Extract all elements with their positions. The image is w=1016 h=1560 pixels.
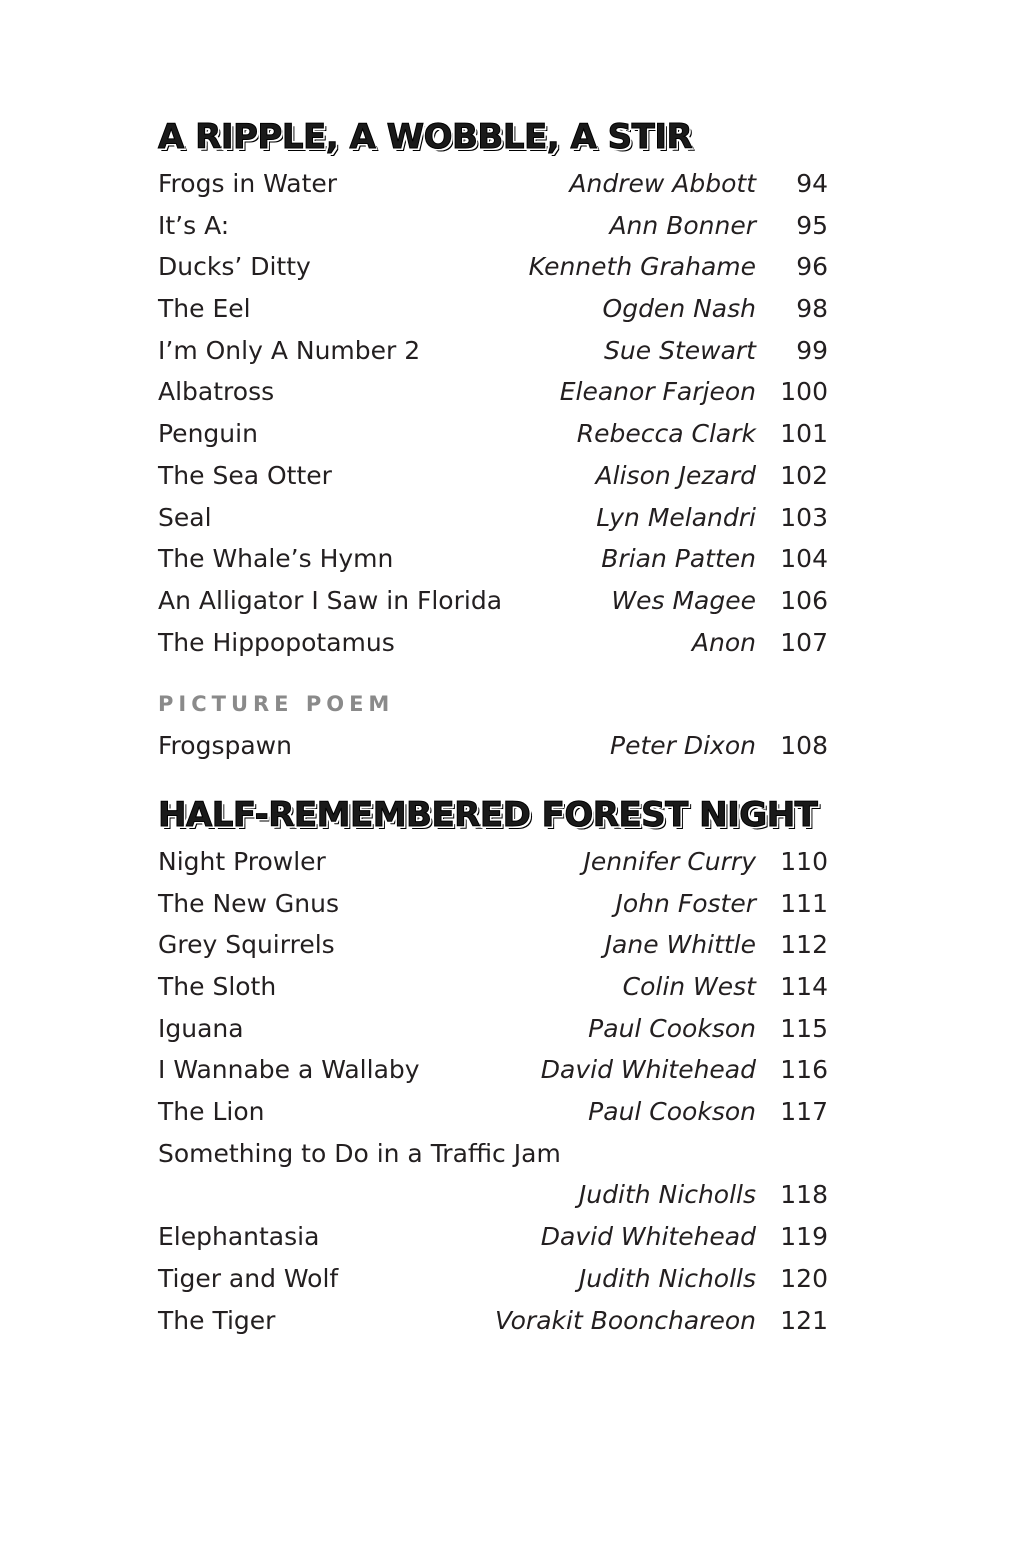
toc-entry bbox=[158, 330, 828, 372]
toc-entry bbox=[158, 413, 828, 455]
poem-author: Jane Whittle bbox=[604, 930, 756, 960]
page-number: 115 bbox=[780, 1013, 828, 1043]
subheading: PICTURE POEM bbox=[158, 692, 395, 717]
page-number: 112 bbox=[780, 930, 828, 960]
poem-author: Paul Cookson bbox=[588, 1097, 756, 1127]
poem-title: The Hippopotamus bbox=[158, 627, 395, 657]
toc-entry bbox=[158, 163, 828, 205]
toc-entry bbox=[158, 1258, 828, 1300]
page-number: 104 bbox=[780, 544, 828, 574]
toc-entry bbox=[158, 1300, 828, 1342]
toc-entry bbox=[158, 1008, 828, 1050]
toc-entry bbox=[158, 1049, 828, 1091]
page-number: 119 bbox=[780, 1222, 828, 1252]
toc-entry-title-line bbox=[158, 1133, 828, 1175]
poem-author: Judith Nicholls bbox=[578, 1180, 756, 1210]
poem-author: Kenneth Grahame bbox=[528, 252, 756, 282]
toc-entry bbox=[158, 1216, 828, 1258]
page-number: 95 bbox=[796, 210, 828, 240]
page-number: 118 bbox=[780, 1180, 828, 1210]
page-number: 114 bbox=[780, 972, 828, 1001]
poem-title: Ducks’ Ditty bbox=[158, 252, 311, 282]
poem-title: The Eel bbox=[158, 294, 251, 324]
poem-title: Tiger and Wolf bbox=[158, 1263, 339, 1293]
poem-title: The Sea Otter bbox=[158, 460, 332, 490]
poem-author: Eleanor Farjeon bbox=[559, 377, 756, 407]
poem-title: Albatross bbox=[158, 377, 275, 407]
page-number: 111 bbox=[780, 888, 828, 918]
poem-author: Peter Dixon bbox=[610, 731, 756, 761]
poem-author: Brian Patten bbox=[601, 544, 756, 574]
page-number: 107 bbox=[780, 627, 828, 657]
poem-author: Ogden Nash bbox=[602, 294, 756, 324]
page-number: 99 bbox=[796, 335, 828, 365]
toc-entry bbox=[158, 622, 828, 664]
poem-author: Colin West bbox=[622, 972, 756, 1001]
poem-author: Lyn Melandri bbox=[596, 502, 756, 532]
section-title: A RIPPLE, A WOBBLE, A STIR bbox=[158, 117, 693, 157]
poem-title: The Sloth bbox=[158, 972, 277, 1001]
poem-author: John Foster bbox=[615, 888, 756, 918]
poem-title: Grey Squirrels bbox=[158, 930, 335, 960]
page-number: 100 bbox=[780, 377, 828, 407]
toc-entry bbox=[158, 455, 828, 497]
poem-author: Andrew Abbott bbox=[569, 169, 756, 198]
poem-title: I’m Only A Number 2 bbox=[158, 335, 421, 365]
page-number: 120 bbox=[780, 1263, 828, 1293]
page-number: 116 bbox=[780, 1055, 828, 1085]
page-number: 110 bbox=[780, 846, 828, 876]
toc-entry bbox=[158, 371, 828, 413]
poem-title: It’s A: bbox=[158, 210, 230, 240]
toc-entry bbox=[158, 205, 828, 247]
toc-entry bbox=[158, 497, 828, 539]
contents-list bbox=[158, 115, 828, 1341]
poem-title: Night Prowler bbox=[158, 846, 326, 876]
page-number: 117 bbox=[780, 1097, 828, 1127]
page-number: 98 bbox=[796, 294, 828, 324]
poem-title: The Lion bbox=[158, 1097, 265, 1127]
toc-entry bbox=[158, 580, 828, 622]
poem-author: Paul Cookson bbox=[588, 1013, 756, 1043]
poem-author: Vorakit Boonchareon bbox=[495, 1305, 756, 1335]
poem-author: Judith Nicholls bbox=[578, 1263, 756, 1293]
poem-title: Iguana bbox=[158, 1013, 244, 1043]
poem-title: The Tiger bbox=[158, 1305, 276, 1335]
toc-entry bbox=[158, 1091, 828, 1133]
poem-author: Jennifer Curry bbox=[583, 846, 756, 876]
poem-author: David Whitehead bbox=[540, 1222, 756, 1252]
page-number: 102 bbox=[780, 460, 828, 490]
poem-author: Rebecca Clark bbox=[576, 419, 756, 449]
poem-title: I Wannabe a Wallaby bbox=[158, 1055, 420, 1085]
toc-entry bbox=[158, 725, 828, 767]
poem-title: Frogs in Water bbox=[158, 169, 338, 198]
poem-author: David Whitehead bbox=[540, 1055, 756, 1085]
poem-title: The Whale’s Hymn bbox=[158, 544, 394, 574]
page-number: 96 bbox=[796, 252, 828, 282]
poem-title: Something to Do in a Traffic Jam bbox=[158, 1138, 561, 1168]
toc-entry bbox=[158, 924, 828, 966]
poem-author: Alison Jezard bbox=[595, 460, 756, 490]
toc-entry-author-line bbox=[158, 1174, 828, 1216]
toc-entry bbox=[158, 288, 828, 330]
poem-title: An Alligator I Saw in Florida bbox=[158, 585, 503, 615]
poem-title: Seal bbox=[158, 502, 212, 532]
poem-title: Penguin bbox=[158, 419, 258, 449]
poem-author: Ann Bonner bbox=[609, 210, 756, 240]
toc-entry bbox=[158, 841, 828, 883]
poem-author: Wes Magee bbox=[611, 585, 756, 615]
poem-title: Frogspawn bbox=[158, 731, 292, 761]
page-number: 94 bbox=[796, 169, 828, 198]
page-number: 121 bbox=[780, 1305, 828, 1335]
toc-entry bbox=[158, 966, 828, 1008]
page-number: 108 bbox=[780, 731, 828, 761]
poem-author: Anon bbox=[691, 627, 756, 657]
toc-entry bbox=[158, 538, 828, 580]
poem-title: Elephantasia bbox=[158, 1222, 320, 1252]
poem-title: The New Gnus bbox=[158, 888, 340, 918]
page-number: 106 bbox=[780, 585, 828, 615]
toc-entry bbox=[158, 246, 828, 288]
toc-entry bbox=[158, 883, 828, 925]
poem-author: Sue Stewart bbox=[604, 335, 756, 365]
page-number: 103 bbox=[780, 502, 828, 532]
section-gap bbox=[158, 767, 828, 793]
section-title: HALF-REMEMBERED FOREST NIGHT bbox=[158, 794, 818, 835]
page-number: 101 bbox=[780, 419, 828, 449]
